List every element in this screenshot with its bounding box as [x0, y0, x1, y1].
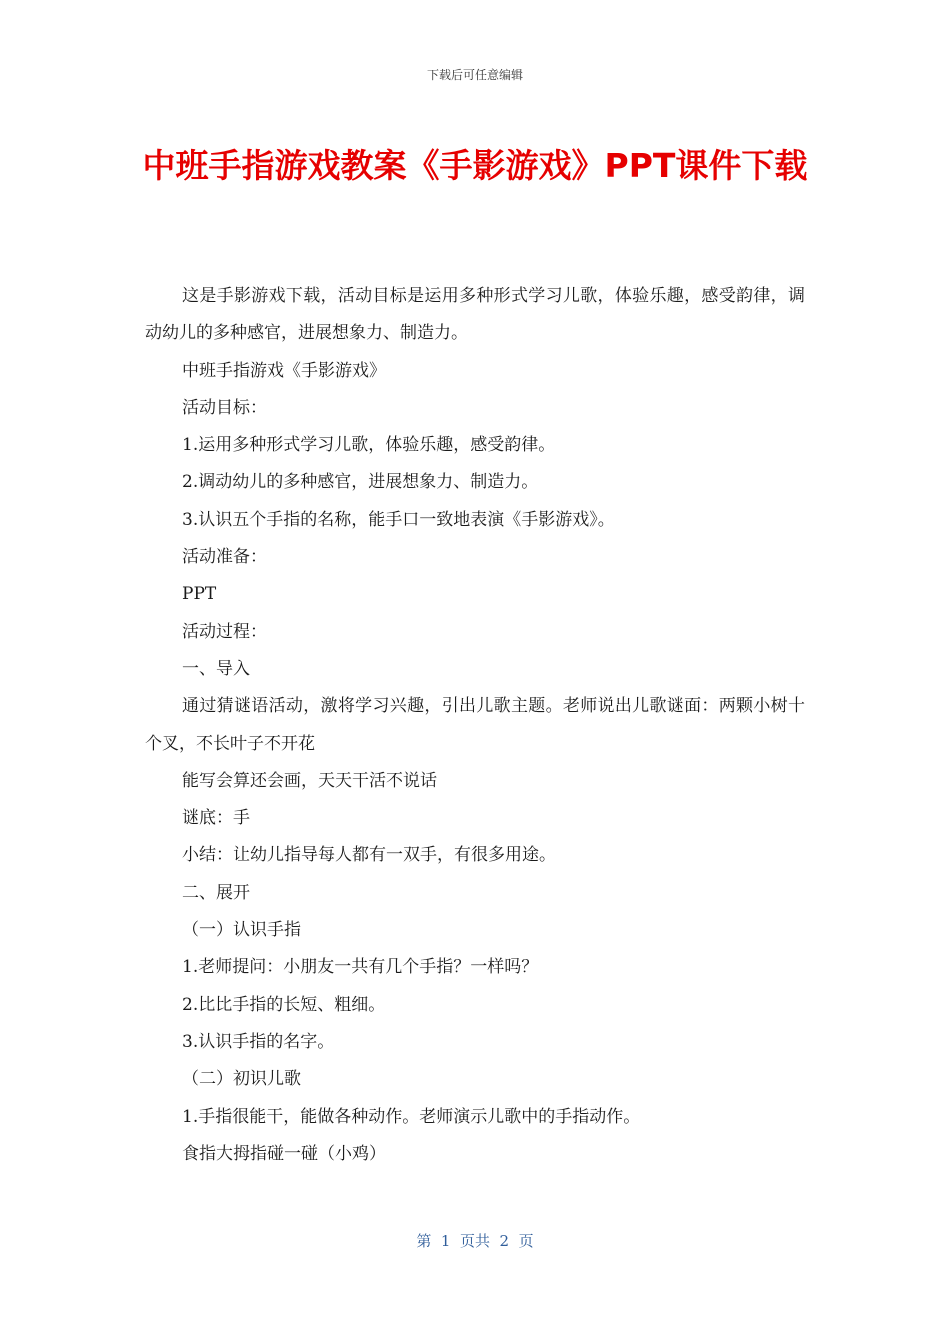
- paragraph: PPT: [182, 584, 217, 605]
- page-number-footer: 第 1 页共 2 页: [416, 1232, 534, 1250]
- paragraph: 1.手指很能干，能做各种动作。老师演示儿歌中的手指动作。: [182, 1106, 641, 1127]
- paragraph: 二、展开: [182, 882, 250, 903]
- paragraph: 谜底：手: [182, 808, 250, 829]
- paragraph: 一、导入: [182, 658, 250, 679]
- paragraph: 1.运用多种形式学习儿歌，体验乐趣，感受韵律。: [182, 435, 556, 456]
- paragraph: （二）初识儿歌: [182, 1069, 301, 1090]
- document-title: 中班手指游戏教案《手影游戏》PPT课件下载: [142, 146, 808, 185]
- paragraph: 2.调动幼儿的多种感官，进展想象力、制造力。: [182, 472, 539, 493]
- paragraph: 这是手影游戏下载，活动目标是运用多种形式学习儿歌，体验乐趣，感受韵律，调动幼儿的多种感官，进展想象力、制造力。: [145, 286, 805, 344]
- paragraph: 2.比比手指的长短、粗细。: [182, 994, 386, 1015]
- paragraph: 通过猜谜语活动，激将学习兴趣，引出儿歌主题。老师说出儿歌谜面：两颗小树十个叉，不长叶子不开花: [145, 696, 805, 754]
- paragraph: （一）认识手指: [182, 920, 301, 941]
- paragraph: 3.认识五个手指的名称，能手口一致地表演《手影游戏》。: [182, 509, 615, 530]
- paragraph: 活动过程：: [182, 621, 267, 642]
- paragraph: 3.认识手指的名字。: [182, 1031, 335, 1052]
- paragraph: 能写会算还会画，天天干活不说话: [182, 770, 437, 791]
- paragraph: 活动准备：: [182, 547, 267, 568]
- paragraph: 1.老师提问：小朋友一共有几个手指？一样吗？: [182, 957, 539, 978]
- paragraph: 中班手指游戏《手影游戏》: [182, 360, 386, 381]
- page-header: 下载后可任意编辑: [426, 68, 523, 82]
- paragraph: 小结：让幼儿指导每人都有一双手，有很多用途。: [182, 845, 556, 866]
- document-body: [145, 278, 805, 1173]
- paragraph: 食指大拇指碰一碰（小鸡）: [182, 1143, 386, 1164]
- paragraph: 活动目标：: [182, 397, 267, 418]
